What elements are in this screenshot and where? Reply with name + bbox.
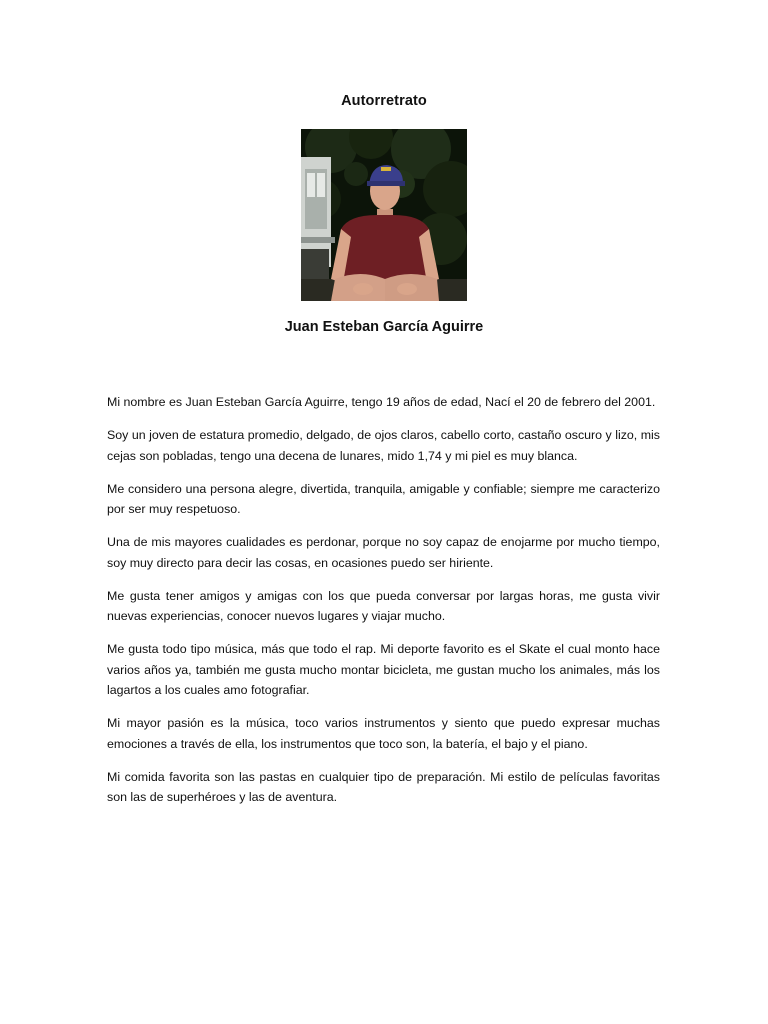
paragraph-intro: Mi nombre es Juan Esteban García Aguirre, tengo 19 años de edad, Nací el 20 de febrero del 2001. — [107, 395, 656, 409]
document-body — [107, 392, 660, 820]
paragraph-music: Mi mayor pasión es la música, toco varios instrumentos y siento que puedo expresar muchas emociones a través de ella, los instrumentos que toco son, la batería, el bajo y el piano. — [107, 716, 660, 751]
paragraph-social: Me gusta tener amigos y amigas con los que pueda conversar por largas horas, me gusta vivir nuevas experiencias, conocer nuevos lugares y viajar mucho. — [107, 588, 660, 623]
paragraph-hobbies: Me gusta todo tipo música, más que todo el rap. Mi deporte favorito es el Skate el cual monto hace varios años ya, también me gusta mucho montar bicicleta, me gustan mucho los animales, más los lagartos a los cuales amo fotografiar. — [107, 642, 660, 697]
paragraph-personality: Me considero una persona alegre, divertida, tranquila, amigable y confiable; siempre me caracterizo por ser muy respetuoso. — [107, 481, 660, 516]
portrait-photo — [301, 129, 467, 301]
paragraph-qualities: Una de mis mayores cualidades es perdonar, porque no soy capaz de enojarme por mucho tiempo, soy muy directo para decir las cosas, en ocasiones puedo ser hiriente. — [107, 535, 660, 570]
paragraph-appearance: Soy un joven de estatura promedio, delgado, de ojos claros, cabello corto, castaño oscuro y lizo, mis cejas son pobladas, tengo una decena de lunares, mido 1,74 y mi piel es muy blanca. — [107, 428, 660, 463]
paragraph-favorites: Mi comida favorita son las pastas en cualquier tipo de preparación. Mi estilo de películas favoritas son las de superhéroes y las de aventura. — [107, 769, 660, 804]
portrait-illustration — [301, 129, 467, 301]
document-title: Autorretrato — [341, 93, 427, 109]
author-name: Juan Esteban García Aguirre — [284, 319, 484, 335]
